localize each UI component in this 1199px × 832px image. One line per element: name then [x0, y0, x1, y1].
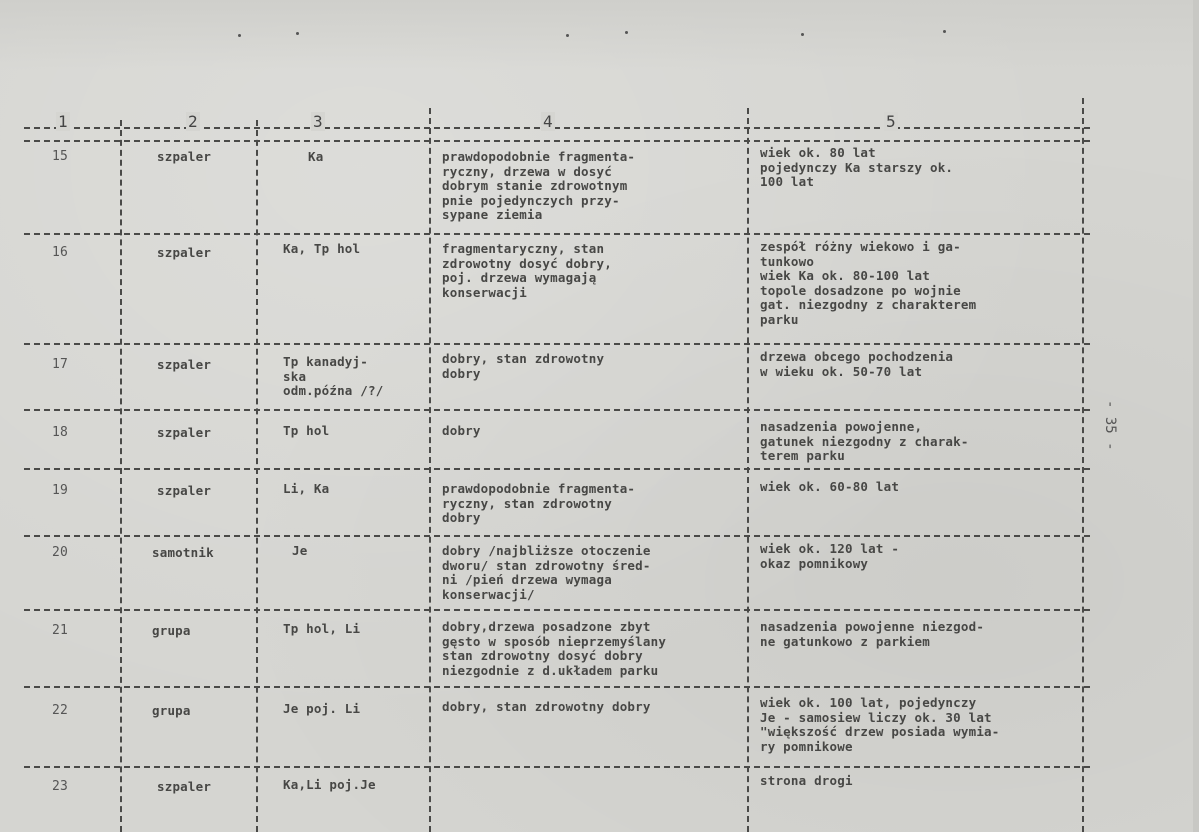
notes: strona drogi — [760, 773, 853, 788]
species: Li, Ka — [283, 481, 330, 496]
condition: prawdopodobnie fragmenta- ryczny, stan zdrowotny dobry — [442, 481, 636, 525]
notes: wiek ok. 80 lat pojedynczy Ka starszy ok. 100 lat — [760, 145, 954, 189]
column-divider — [429, 108, 431, 832]
condition: dobry, stan zdrowotny dobry — [442, 351, 605, 381]
notes: drzewa obcego pochodzenia w wieku ok. 50-70 lat — [760, 349, 954, 379]
planting-type: grupa — [152, 623, 191, 638]
row-separator — [24, 468, 1090, 470]
species: Tp hol, Li — [283, 621, 361, 636]
notes: nasadzenia powojenne niezgod- ne gatunkowo z parkiem — [760, 619, 985, 649]
row-separator — [24, 766, 1090, 768]
inventory-table — [24, 112, 1090, 832]
column-divider — [747, 108, 749, 832]
species: Tp hol — [283, 423, 330, 438]
row-separator — [24, 686, 1090, 688]
column-header-4: 4 — [543, 112, 553, 131]
row-number: 20 — [52, 545, 69, 560]
header-top-rule — [24, 127, 1090, 129]
row-number: 23 — [52, 779, 69, 794]
row-separator — [24, 343, 1090, 345]
speck — [566, 34, 569, 37]
column-header-3: 3 — [313, 112, 323, 131]
notes: wiek ok. 100 lat, pojedynczy Je - samosiew liczy ok. 30 lat "większość drzew posiada wymia- ry pomnikowe — [760, 695, 1000, 754]
row-number: 21 — [52, 623, 69, 638]
planting-type: szpaler — [157, 245, 212, 260]
species: Ka, Tp hol — [283, 241, 361, 256]
row-separator — [24, 233, 1090, 235]
row-separator — [24, 535, 1090, 537]
planting-type: szpaler — [157, 483, 212, 498]
planting-type: grupa — [152, 703, 191, 718]
condition: dobry,drzewa posadzone zbyt gęsto w sposób nieprzemyślany stan zdrowotny dosyć dobry niezgodnie z d.układem parku — [442, 619, 667, 678]
species: Ka,Li poj.Je — [283, 777, 376, 792]
planting-type: szpaler — [157, 149, 212, 164]
condition: dobry /najbliższe otoczenie dworu/ stan zdrowotny śred- ni /pień drzewa wymaga konserwacji/ — [442, 543, 651, 602]
notes: nasadzenia powojenne, gatunek niezgodny z charak- terem parku — [760, 419, 969, 463]
speck — [296, 32, 299, 35]
planting-type: szpaler — [157, 425, 212, 440]
planting-type: szpaler — [157, 779, 212, 794]
condition: dobry — [442, 423, 481, 438]
species: Ka — [308, 149, 324, 164]
row-number: 17 — [52, 357, 69, 372]
page-number: - 35 - — [1102, 400, 1118, 451]
species: Je poj. Li — [283, 701, 361, 716]
condition: dobry, stan zdrowotny dobry — [442, 699, 651, 714]
notes: wiek ok. 60-80 lat — [760, 479, 900, 494]
row-number: 15 — [52, 149, 69, 164]
planting-type: samotnik — [152, 545, 214, 560]
row-number: 18 — [52, 425, 69, 440]
column-header-2: 2 — [188, 112, 198, 131]
species: Tp kanadyj- ska odm.późna /?/ — [283, 354, 384, 398]
speck — [943, 30, 946, 33]
speck — [238, 34, 241, 37]
species: Je — [292, 543, 308, 558]
column-divider — [120, 120, 122, 832]
notes: wiek ok. 120 lat - okaz pomnikowy — [760, 541, 900, 571]
row-number: 16 — [52, 245, 69, 260]
page-right-edge — [1193, 0, 1199, 832]
notes: zespół różny wiekowo i ga- tunkowo wiek Ka ok. 80-100 lat topole dosadzone po wojnie gat. niezgodny z charakterem parku — [760, 239, 977, 327]
condition: prawdopodobnie fragmenta- ryczny, drzewa w dosyć dobrym stanie zdrowotnym pnie pojedynczych przy- sypane ziemia — [442, 149, 636, 222]
column-header-5: 5 — [886, 112, 896, 131]
column-divider — [256, 120, 258, 832]
speck — [801, 33, 804, 36]
row-number: 22 — [52, 703, 69, 718]
column-divider — [1082, 98, 1084, 832]
speck — [625, 31, 628, 34]
planting-type: szpaler — [157, 357, 212, 372]
row-separator — [24, 609, 1090, 611]
row-number: 19 — [52, 483, 69, 498]
page-top-shadow — [0, 0, 1199, 70]
row-separator — [24, 409, 1090, 411]
condition: fragmentaryczny, stan zdrowotny dosyć dobry, poj. drzewa wymagają konserwacji — [442, 241, 612, 300]
header-bottom-rule — [24, 140, 1090, 142]
column-header-1: 1 — [58, 112, 68, 131]
